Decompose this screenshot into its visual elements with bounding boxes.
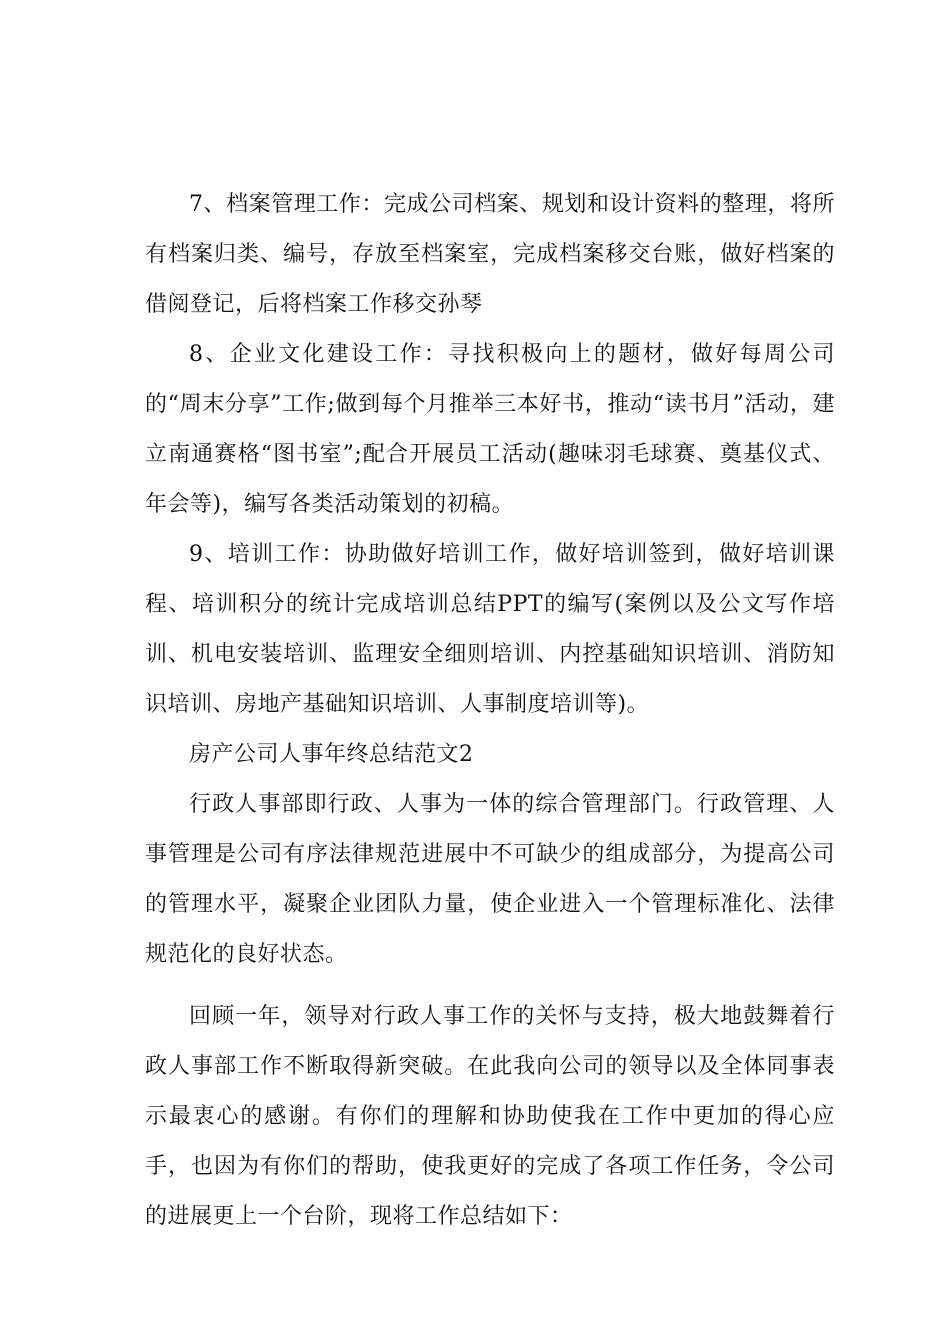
paragraph-year-review: 回顾一年，领导对行政人事工作的关怀与支持，极大地鼓舞着行政人事部工作不断取得新突破。在此我向公司的领导以及全体同事表示最衷心的感谢。有你们的理解和协助使我在工作中更加的得心应手，也因为有你们的帮助，使我更好的完成了各项工作任务，令公司的进展更上一个台阶，现将工作总结如下： bbox=[145, 1004, 835, 1229]
paragraph-training: 9、培训工作：协助做好培训工作，做好培训签到，做好培训课程、培训积分的统计完成培训总结PPT的编写(案例以及公文写作培训、机电安装培训、监理安全细则培训、内控基础知识培训、消防知识培训、房地产基础知识培训、人事制度培训等)。 bbox=[145, 542, 835, 717]
document-body bbox=[145, 180, 835, 1242]
paragraph-archive-management: 7、档案管理工作：完成公司档案、规划和设计资料的整理，将所有档案归类、编号，存放至档案室，完成档案移交台账，做好档案的借阅登记，后将档案工作移交孙琴 bbox=[145, 192, 835, 317]
paragraph-department-intro: 行政人事部即行政、人事为一体的综合管理部门。行政管理、人事管理是公司有序法律规范进展中不可缺少的组成部分，为提高公司的管理水平，凝聚企业团队力量，使企业进入一个管理标准化、法律规范化的良好状态。 bbox=[145, 792, 835, 967]
paragraph-corporate-culture: 8、企业文化建设工作：寻找积极向上的题材，做好每周公司的“周末分享”工作;做到每个月推举三本好书，推动“读书月”活动，建立南通赛格“图书室”;配合开展员工活动(趣味羽毛球赛、奠基仪式、年会等)，编写各类活动策划的初稿。 bbox=[145, 342, 835, 517]
section-heading: 房产公司人事年终总结范文2 bbox=[189, 742, 474, 767]
